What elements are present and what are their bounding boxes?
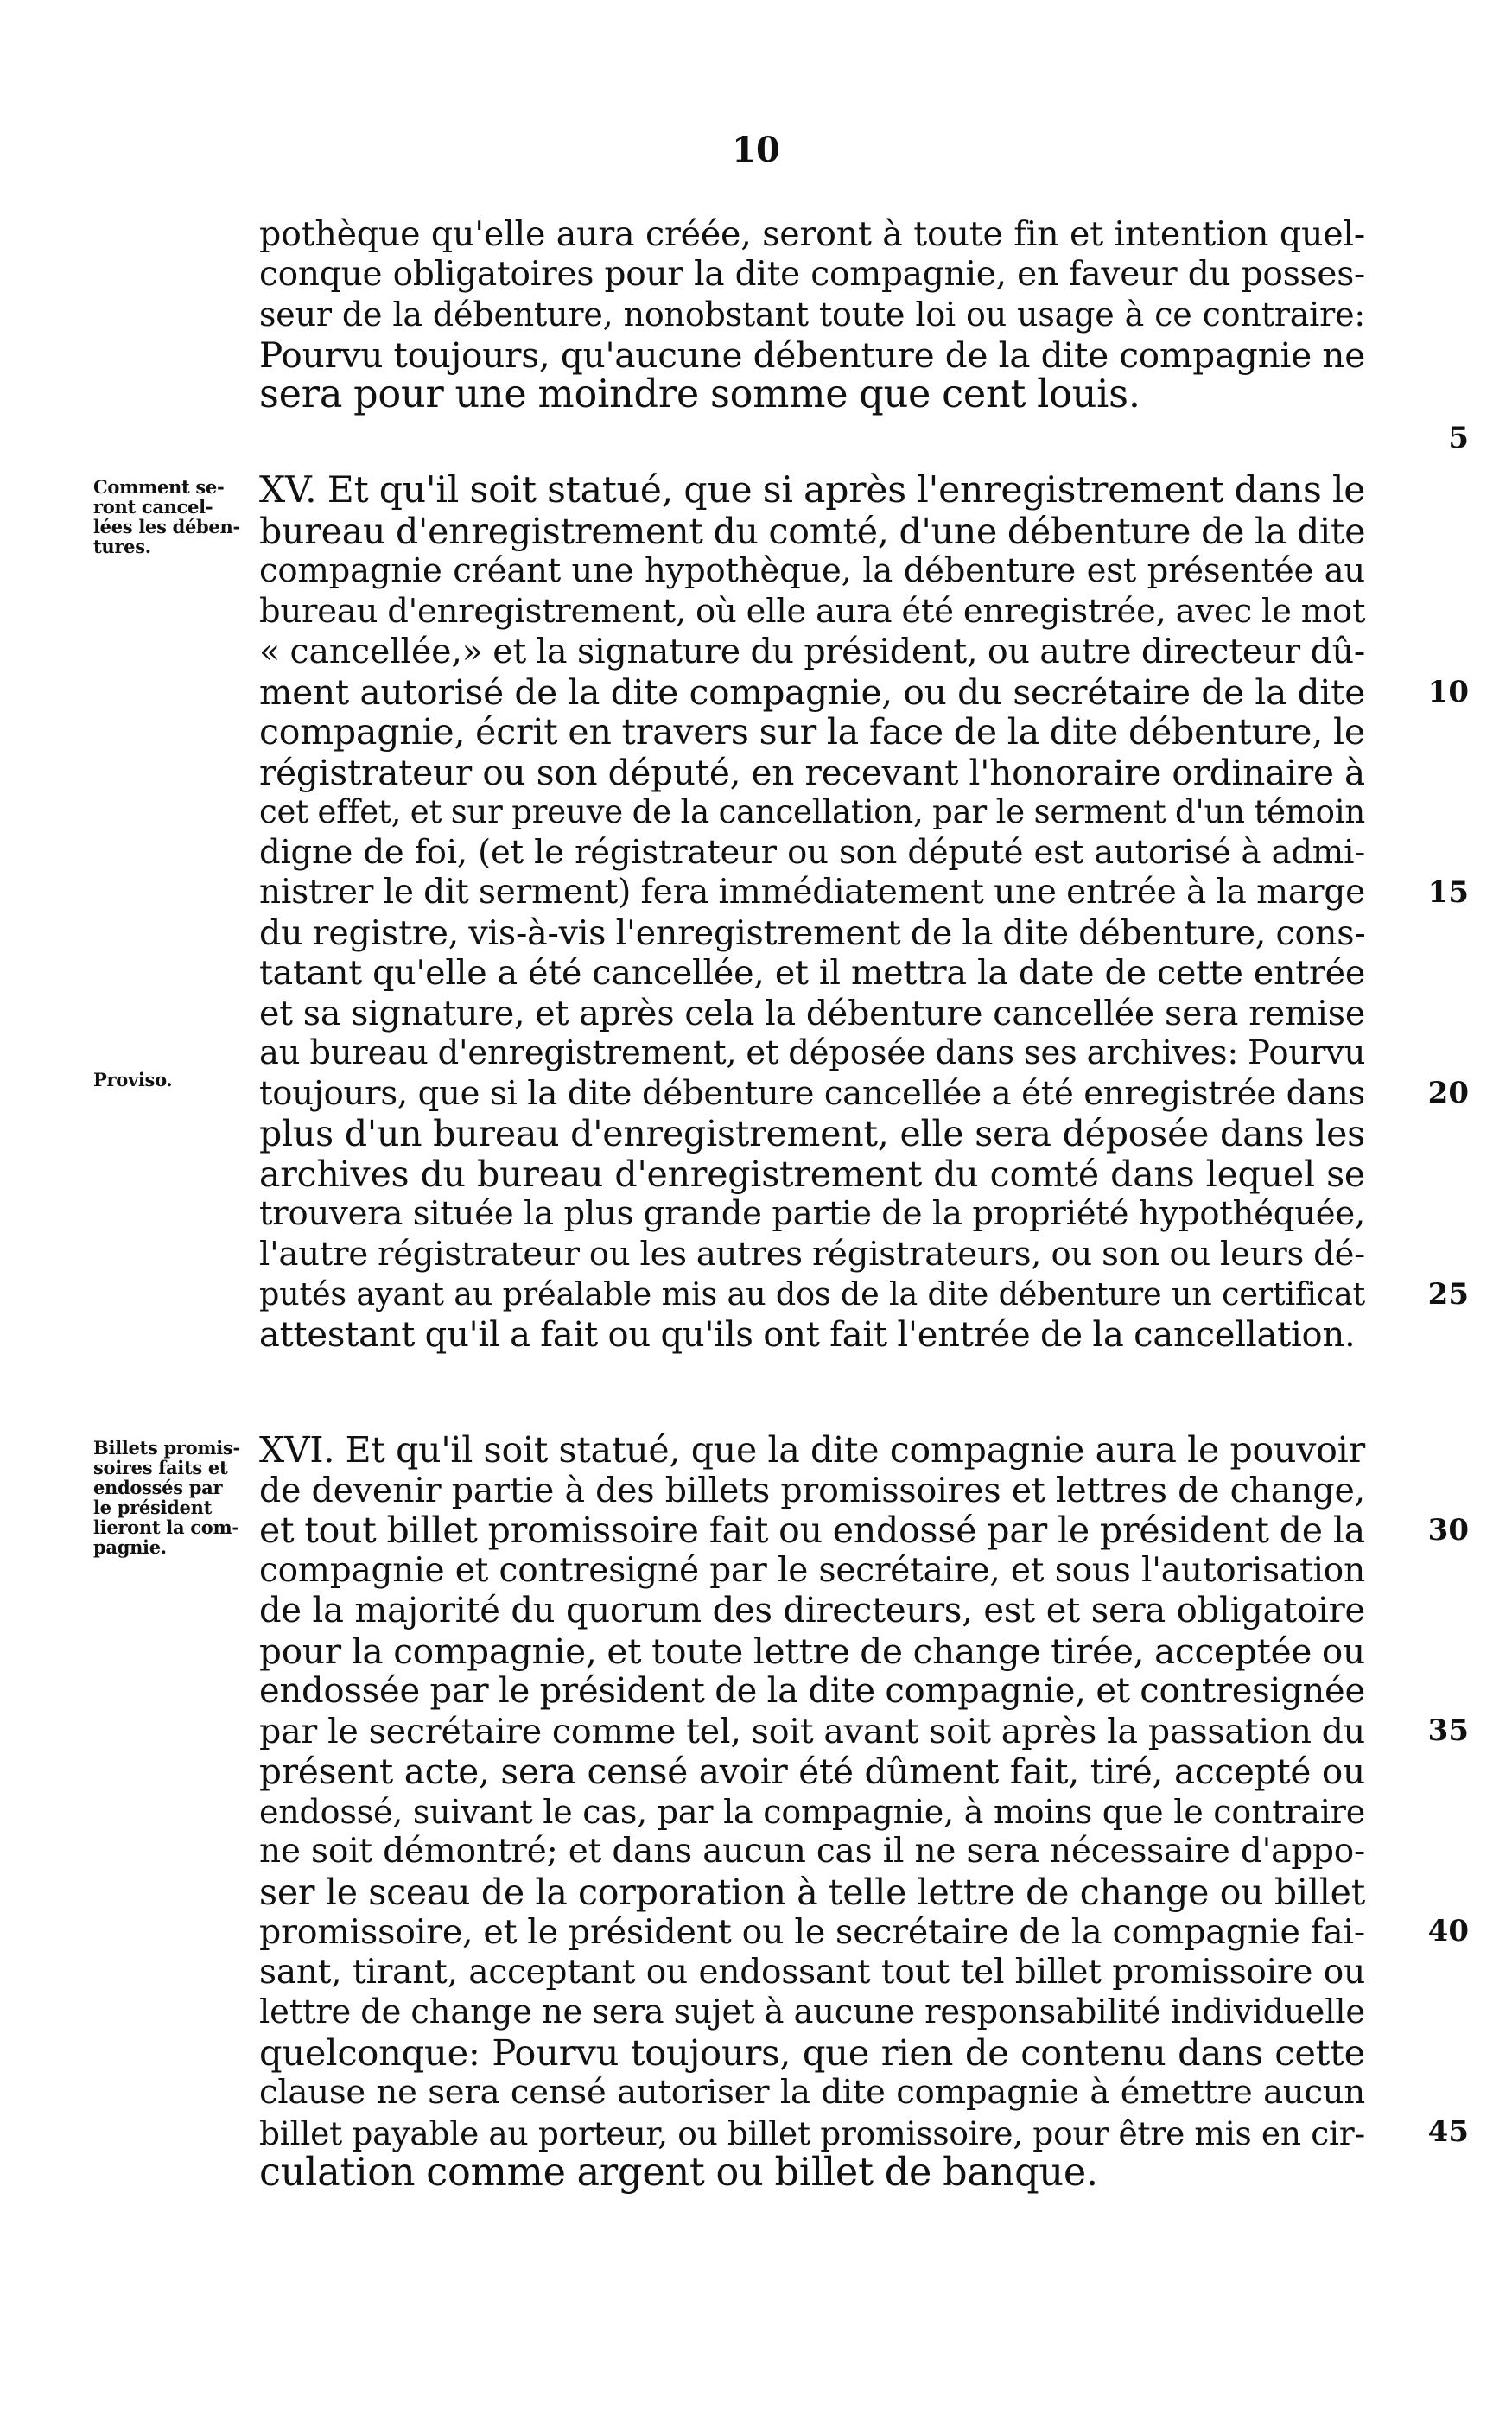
- margin-note-line: lées les dében-: [93, 516, 240, 537]
- text-line: compagnie créant une hypothèque, la débenture est présentée au: [259, 551, 1365, 590]
- text-line: seur de la débenture, nonobstant toute loi ou usage à ce contraire:: [259, 296, 1365, 334]
- text-line: nistrer le dit serment) fera immédiatement une entrée à la marge: [259, 873, 1365, 912]
- text-line: tatant qu'elle a été cancellée, et il mettra la date de cette entrée: [259, 953, 1365, 993]
- margin-note-line: tures.: [93, 536, 151, 557]
- text-line: trouvera située la plus grande partie de la propriété hypothéquée,: [259, 1194, 1365, 1233]
- text-line: compagnie et contresigné par le secrétaire, et sous l'autorisation: [259, 1550, 1365, 1590]
- line-number: 15: [1427, 875, 1469, 910]
- text-line: billet payable au porteur, ou billet promissoire, pour être mis en cir-: [259, 2113, 1365, 2152]
- text-line: au bureau d'enregistrement, et déposée dans ses archives: Pourvu: [259, 1033, 1366, 1072]
- page-number: 10: [732, 130, 780, 170]
- text-line: « cancellée,» et la signature du président, ou autre directeur dû-: [259, 632, 1365, 671]
- line-number: 25: [1427, 1277, 1469, 1312]
- text-line: de la majorité du quorum des directeurs, est et sera obligatoire: [259, 1591, 1365, 1630]
- margin-note-promissory-notes: [93, 1438, 275, 1557]
- text-line: sant, tirant, acceptant ou endossant tout tel billet promissoire ou: [259, 1952, 1365, 1992]
- margin-note-line: endossés par: [93, 1477, 223, 1498]
- text-line: ser le sceau de la corporation à telle lettre de change ou billet: [259, 1871, 1365, 1913]
- text-line: du registre, vis-à-vis l'enregistrement de la dite débenture, cons-: [259, 912, 1366, 953]
- continued-paragraph: [259, 214, 1365, 416]
- line-number: 40: [1427, 1914, 1469, 1948]
- text-line: Pourvu toujours, qu'aucune débenture de la dite compagnie ne: [259, 334, 1365, 376]
- line-number: 30: [1427, 1513, 1469, 1548]
- section-heading-line: XVI. Et qu'il soit statué, que la dite compagnie aura le pouvoir: [259, 1429, 1365, 1471]
- line-number: 35: [1427, 1713, 1469, 1748]
- section-xv: [259, 471, 1365, 1355]
- margin-note-line: pagnie.: [93, 1536, 167, 1558]
- margin-note-line: Comment se-: [93, 476, 225, 498]
- text-line: archives du bureau d'enregistrement du comté dans lequel se: [259, 1153, 1365, 1195]
- margin-note-line: Billets promis-: [93, 1437, 240, 1459]
- text-line: culation comme argent ou billet de banque.: [259, 2151, 1098, 2195]
- text-line: endossée par le président de la dite compagnie, et contresignée: [259, 1671, 1365, 1711]
- text-line: bureau d'enregistrement du comté, d'une débenture de la dite: [259, 510, 1366, 552]
- text-line: l'autre régistrateur ou les autres régistrateurs, ou son ou leurs dé-: [259, 1234, 1365, 1274]
- text-line: et tout billet promissoire fait ou endossé par le président de la: [259, 1510, 1365, 1551]
- text-line: et sa signature, et après cela la débenture cancellée sera remise: [259, 993, 1365, 1033]
- text-line: présent acte, sera censé avoir été dûment fait, tiré, accepté ou: [259, 1751, 1365, 1792]
- text-line: toujours, que si la dite débenture cancellée a été enregistrée dans: [259, 1073, 1365, 1113]
- section-heading-line: XV. Et qu'il soit statué, que si après l'enregistrement dans le: [259, 469, 1366, 512]
- text-line: ment autorisé de la dite compagnie, ou du secrétaire de la dite: [259, 671, 1365, 713]
- text-line: plus d'un bureau d'enregistrement, elle sera déposée dans les: [259, 1113, 1365, 1154]
- text-line: pothèque qu'elle aura créée, seront à toute fin et intention quel-: [259, 214, 1365, 254]
- text-line: de devenir partie à des billets promissoires et lettres de change,: [259, 1470, 1365, 1510]
- text-line: bureau d'enregistrement, où elle aura été enregistrée, avec le mot: [259, 591, 1366, 631]
- margin-note-line: ront cancel-: [93, 496, 213, 518]
- line-number: 45: [1427, 2114, 1469, 2149]
- text-line: endossé, suivant le cas, par la compagnie, à moins que le contraire: [259, 1792, 1365, 1831]
- text-line: digne de foi, (et le régistrateur ou son député est autorisé à admi-: [259, 832, 1365, 872]
- text-line: conque obligatoires pour la dite compagnie, en faveur du posses-: [259, 254, 1365, 294]
- text-line: régistrateur ou son député, en recevant l'honoraire ordinaire à: [259, 751, 1365, 793]
- line-number: 10: [1427, 675, 1469, 709]
- text-line: quelconque: Pourvu toujours, que rien de contenu dans cette: [259, 2031, 1365, 2074]
- margin-note-cancellation: [93, 477, 275, 556]
- text-line: promissoire, et le président ou le secrétaire de la compagnie fai-: [259, 1912, 1365, 1952]
- text-line: par le secrétaire comme tel, soit avant soit après la passation du: [259, 1711, 1365, 1751]
- margin-note-line: Proviso.: [93, 1069, 173, 1090]
- text-line: cet effet, et sur preuve de la cancellation, par le serment d'un témoin: [259, 793, 1365, 830]
- text-line: compagnie, écrit en travers sur la face de la dite débenture, le: [259, 711, 1365, 753]
- text-line: clause ne sera censé autoriser la dite compagnie à émettre aucun: [259, 2073, 1365, 2112]
- text-line: attestant qu'il a fait ou qu'ils ont fait l'entrée de la cancellation.: [259, 1314, 1356, 1355]
- margin-note-line: soires faits et: [93, 1457, 228, 1478]
- margin-note-line: le président: [93, 1497, 212, 1518]
- margin-note-line: lieront la com-: [93, 1516, 239, 1538]
- margin-note-proviso: [93, 1070, 275, 1090]
- text-line: ne soit démontré; et dans aucun cas il ne sera nécessaire d'appo-: [259, 1832, 1365, 1871]
- text-line: pour la compagnie, et toute lettre de change tirée, acceptée ou: [259, 1630, 1365, 1672]
- text-line: sera pour une moindre somme que cent louis.: [259, 372, 1140, 416]
- text-line: putés ayant au préalable mis au dos de la dite débenture un certificat: [259, 1275, 1365, 1313]
- section-xvi: [259, 1430, 1365, 2194]
- text-line: lettre de change ne sera sujet à aucune responsabilité individuelle: [259, 1993, 1365, 2031]
- line-number: 20: [1427, 1076, 1469, 1110]
- line-number: 5: [1448, 421, 1469, 455]
